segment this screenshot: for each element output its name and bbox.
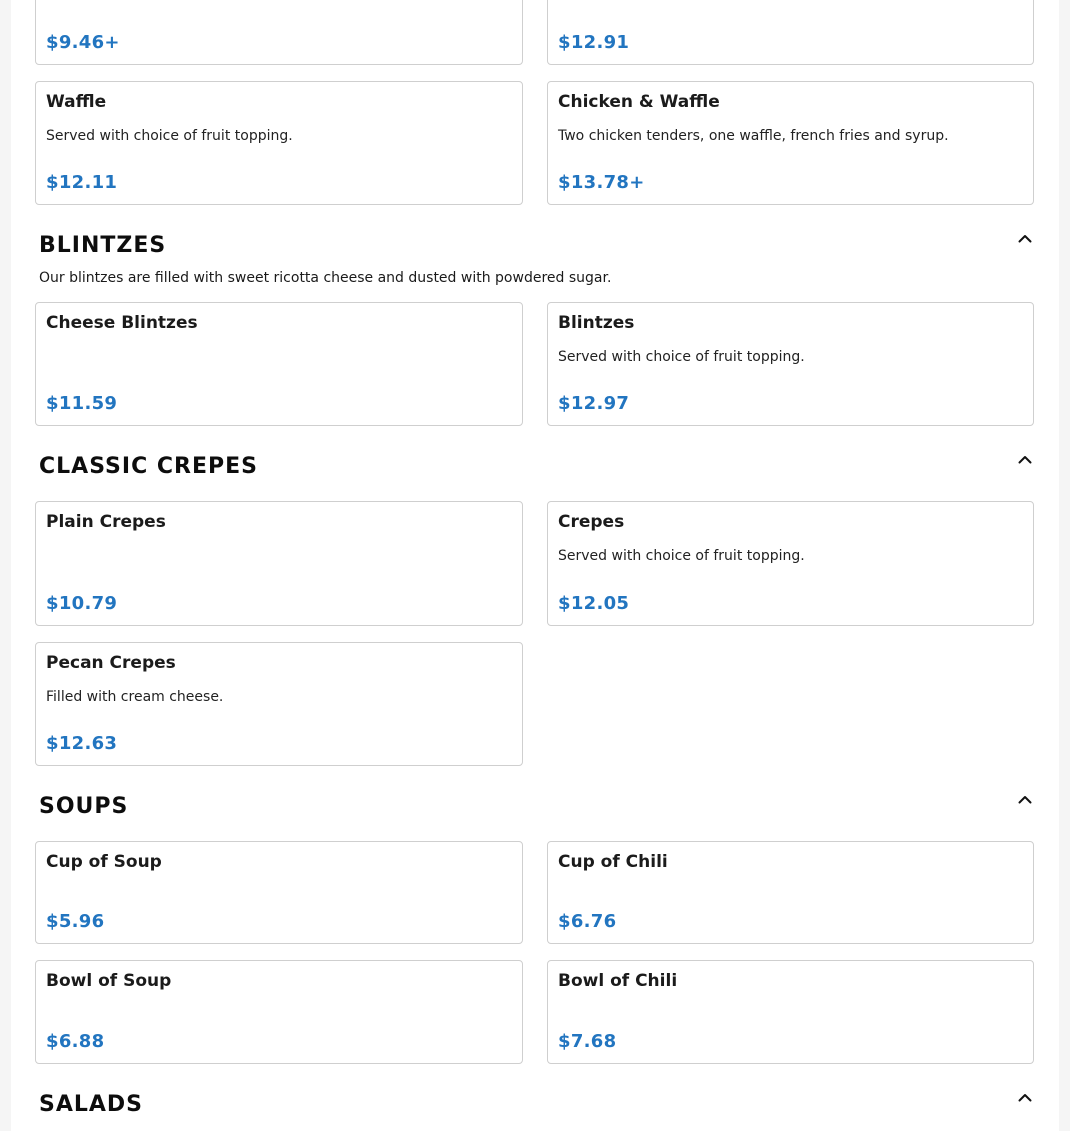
menu-item-card[interactable] bbox=[35, 81, 523, 205]
item-description: Two chicken tenders, one waffle, french fries and syrup. bbox=[558, 128, 949, 144]
item-price: $7.68 bbox=[558, 1031, 617, 1052]
item-description: Filled with cream cheese. bbox=[46, 689, 224, 705]
item-price: $11.59 bbox=[46, 393, 118, 414]
menu-item-card[interactable] bbox=[35, 0, 523, 65]
item-price: $9.46+ bbox=[46, 32, 120, 53]
menu-item-card[interactable] bbox=[35, 642, 523, 766]
item-price: $12.91 bbox=[558, 32, 630, 53]
item-name: Crepes bbox=[558, 512, 625, 532]
item-price: $5.96 bbox=[46, 911, 105, 932]
chevron-up-icon[interactable] bbox=[1016, 791, 1034, 809]
section-title: BLINTZES bbox=[39, 233, 167, 258]
item-price: $12.05 bbox=[558, 593, 630, 614]
item-price: $6.88 bbox=[46, 1031, 105, 1052]
item-price: $12.63 bbox=[46, 733, 118, 754]
menu-item-card[interactable] bbox=[547, 302, 1034, 426]
menu-item-card[interactable] bbox=[35, 960, 523, 1064]
item-name: Blintzes bbox=[558, 313, 635, 333]
item-description: Served with choice of fruit topping. bbox=[46, 128, 293, 144]
item-price: $12.11 bbox=[46, 172, 118, 193]
menu-item-card[interactable] bbox=[35, 302, 523, 426]
item-name: Waffle bbox=[46, 92, 107, 112]
item-name: Cup of Soup bbox=[46, 852, 162, 872]
chevron-up-icon[interactable] bbox=[1016, 1089, 1034, 1107]
menu-item-card[interactable] bbox=[547, 960, 1034, 1064]
section-title: SOUPS bbox=[39, 794, 129, 819]
item-price: $10.79 bbox=[46, 593, 118, 614]
section-title: CLASSIC CREPES bbox=[39, 454, 258, 479]
item-name: Bowl of Chili bbox=[558, 971, 678, 991]
item-name: Cup of Chili bbox=[558, 852, 668, 872]
menu-item-card[interactable] bbox=[547, 501, 1034, 626]
item-name: Plain Crepes bbox=[46, 512, 166, 532]
item-name: Bowl of Soup bbox=[46, 971, 172, 991]
item-price: $13.78+ bbox=[558, 172, 645, 193]
menu-item-card[interactable] bbox=[547, 81, 1034, 205]
item-description: Served with choice of fruit topping. bbox=[558, 548, 805, 564]
item-name: Cheese Blintzes bbox=[46, 313, 198, 333]
menu-item-card[interactable] bbox=[35, 841, 523, 944]
item-price: $6.76 bbox=[558, 911, 617, 932]
section-description: Our blintzes are filled with sweet ricotta cheese and dusted with powdered sugar. bbox=[39, 270, 612, 286]
chevron-up-icon[interactable] bbox=[1016, 451, 1034, 469]
item-name: Chicken & Waffle bbox=[558, 92, 720, 112]
menu-page bbox=[11, 0, 1059, 1131]
item-name: Pecan Crepes bbox=[46, 653, 176, 673]
menu-item-card[interactable] bbox=[547, 0, 1034, 65]
menu-item-card[interactable] bbox=[35, 501, 523, 626]
section-title: SALADS bbox=[39, 1092, 144, 1117]
item-description: Served with choice of fruit topping. bbox=[558, 349, 805, 365]
item-price: $12.97 bbox=[558, 393, 630, 414]
menu-item-card[interactable] bbox=[547, 841, 1034, 944]
chevron-up-icon[interactable] bbox=[1016, 230, 1034, 248]
